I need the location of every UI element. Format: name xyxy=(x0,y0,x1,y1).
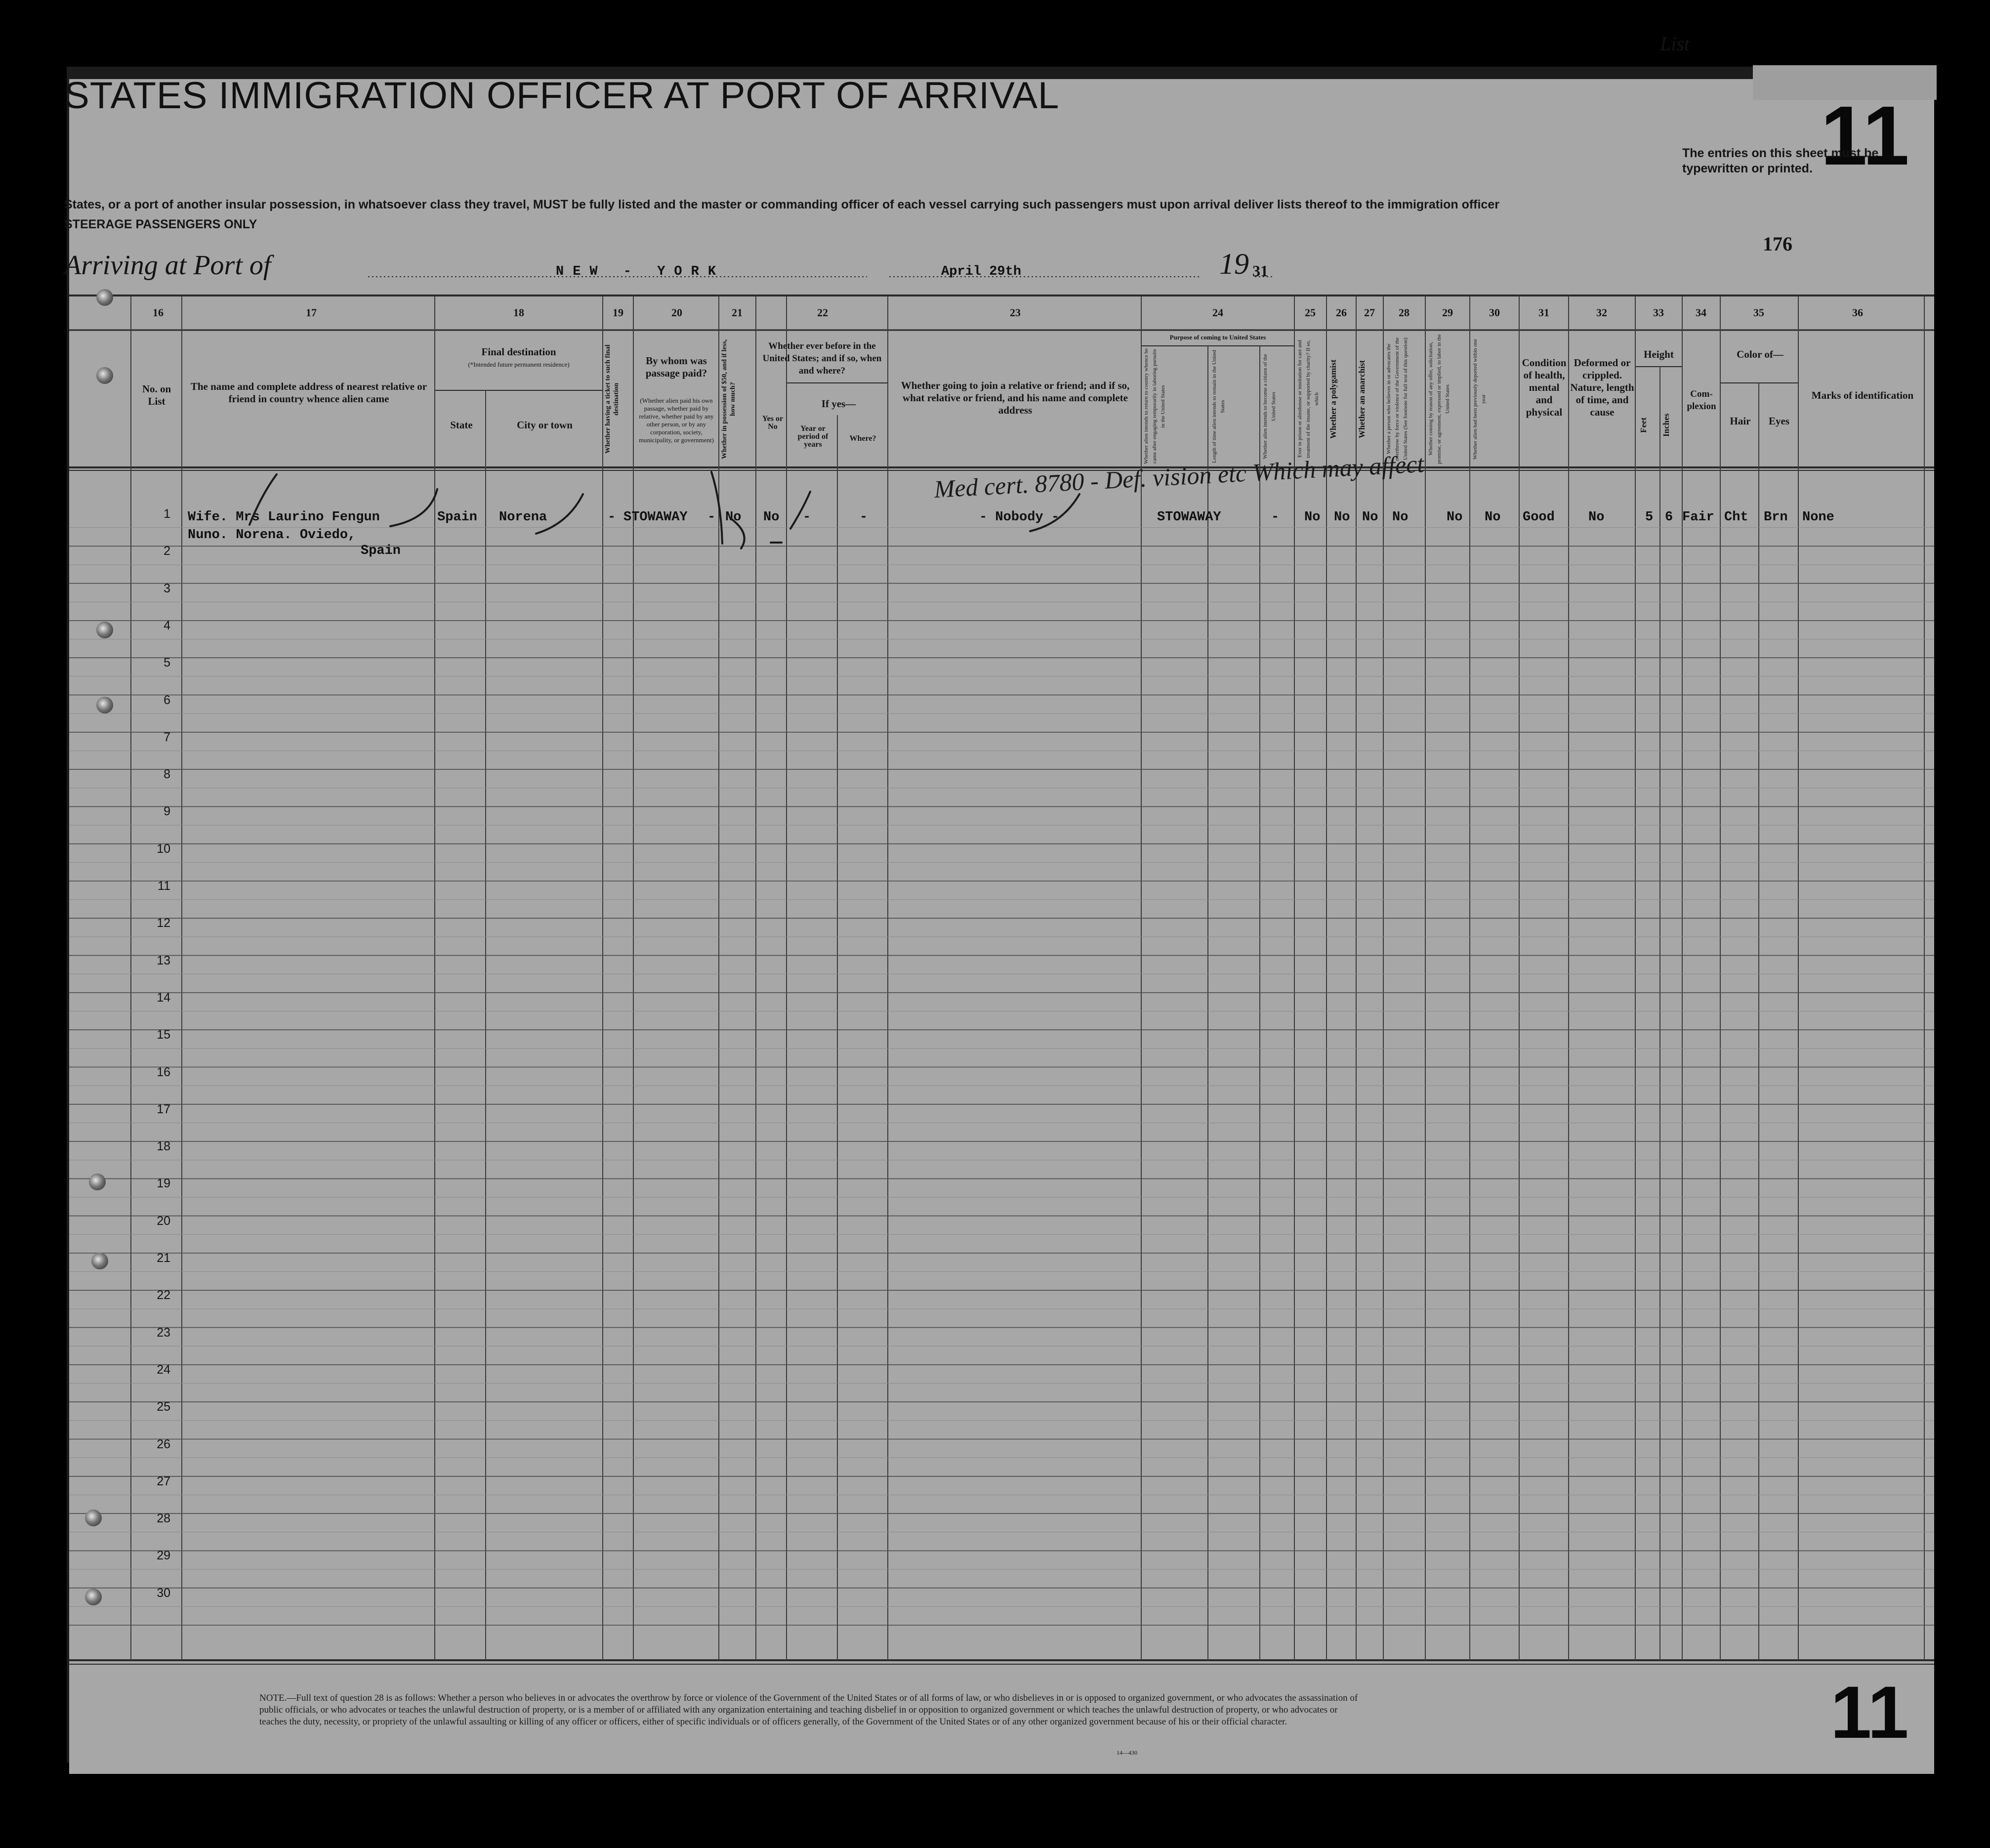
column-number-25: 25 xyxy=(1305,306,1316,319)
class-notice: States, or a port of another insular possession, in whatsoever class they travel, MUST be fully listed and the master or commanding officer of each vessel carrying such passengers must upon arrival deliver lists thereof to the immigration officer xyxy=(64,198,1499,211)
row-number: 30 xyxy=(157,1586,170,1600)
header-destination-note: (*Intended future permanent residence) xyxy=(468,361,570,368)
header-q28: Whether a person who believes in or advocates the overthrow by force or violence of the Government of the United States (See footnote for full text of this question) xyxy=(1386,337,1409,461)
relative-line-2: Nuno. Norena. Oviedo, xyxy=(188,528,356,543)
row-number: 29 xyxy=(157,1549,170,1563)
binder-hole xyxy=(96,622,113,638)
header-eyes: Eyes xyxy=(1769,415,1789,427)
entry-state: Spain xyxy=(437,510,478,525)
binder-hole xyxy=(96,289,113,306)
row-number: 28 xyxy=(157,1512,170,1526)
list-label: List xyxy=(1660,33,1690,55)
header-color-of: Color of— xyxy=(1737,348,1783,360)
entry-before-us: No xyxy=(763,510,780,525)
header-health: Condition of health, mental and physical xyxy=(1522,357,1567,418)
row-number: 3 xyxy=(164,581,170,595)
header-anarchist: Whether an anarchist xyxy=(1357,360,1367,438)
row-number: 24 xyxy=(157,1362,170,1377)
row-number: 6 xyxy=(164,693,170,707)
row-number: 5 xyxy=(164,656,170,670)
footnote: NOTE.—Full text of question 28 is as follows: Whether a person who believes in or advocates the overthrow by force or violence of the Government of the United States or of all forms of law, or who disbelieves in or is opposed to organized government, or who advocates the assassination of public officials, or who advocates or teaches the unlawful destruction of property, or is a member of or affiliated with any organization entertaining and teaching disbelief in or opposition to organized government or which teaches the unlawful destruction of property, or who advocates or teaches the duty, necessity, or propriety of the unlawful assaulting or killing of any officer or officers, either of specific individuals or of officers generally, of the Government of the United States or of any other organized government because of his or their official character. xyxy=(259,1693,1358,1727)
header-ticket: Whether having a ticket to such final destination xyxy=(604,344,620,454)
entry-purpose-dash: - xyxy=(1271,510,1280,525)
column-number-35: 35 xyxy=(1753,306,1764,319)
header-city: City or town xyxy=(517,419,573,431)
year-prefix: 19 xyxy=(1219,248,1249,280)
entry-complexion: Fair xyxy=(1682,510,1714,525)
header-nearest-relative: The name and complete address of nearest relative or friend in country whence alien came xyxy=(190,380,427,405)
header-no-on-list: No. on List xyxy=(142,383,171,407)
row-number: 7 xyxy=(164,730,170,744)
row-number: 25 xyxy=(157,1400,170,1414)
entry-fifty: No xyxy=(725,510,742,525)
entry-passage: STOWAWAY xyxy=(623,510,688,525)
header-passage-paid: By whom was passage paid? xyxy=(645,355,707,379)
entry-purpose: STOWAWAY xyxy=(1157,510,1221,525)
column-number-30: 30 xyxy=(1489,306,1500,319)
header-deformed: Deformed or crippled. Nature, length of time, and cause xyxy=(1570,357,1634,418)
header-joining-relative: Whether going to join a relative or friend; and if so, what relative or friend, and his name and complete address xyxy=(901,379,1130,416)
row-number: 9 xyxy=(164,804,170,819)
form-code: 14—430 xyxy=(1117,1749,1137,1756)
header-marks: Marks of identification xyxy=(1811,389,1914,401)
bottom-list-number: 11 xyxy=(1830,1671,1909,1754)
column-number-36: 36 xyxy=(1852,306,1863,319)
binder-hole xyxy=(96,367,113,384)
entry-q29: No xyxy=(1447,510,1463,525)
entry-deported: No xyxy=(1485,510,1501,525)
column-number-23: 23 xyxy=(1010,306,1021,319)
column-number-31: 31 xyxy=(1538,306,1549,319)
header-years: Year or period of years xyxy=(797,424,829,449)
binder-hole xyxy=(85,1589,102,1605)
header-deported: Whether alien had been previously deported within one year xyxy=(1472,338,1487,460)
binder-hole xyxy=(96,697,113,714)
entry-years: - xyxy=(803,510,811,525)
header-purpose: Purpose of coming to United States xyxy=(1169,334,1266,341)
medical-annotation: Med cert. 8780 - Def. vision etc Which may affect xyxy=(933,450,1425,503)
column-number-29: 29 xyxy=(1442,306,1453,319)
row-number: 20 xyxy=(157,1214,170,1228)
header-purpose-return: Whether alien intends to return to country whence he came after engaging temporarily in laboring pursuits in the United States xyxy=(1143,348,1166,464)
header-q29: Whether coming by reason of any offer, solicitation, promise, or agreement, expressed or implied, to labor in the United States xyxy=(1428,334,1451,464)
header-purpose-length: Length of time alien intends to remain in the United States xyxy=(1211,350,1226,463)
column-number-17: 17 xyxy=(306,306,317,319)
column-number-20: 20 xyxy=(671,306,682,319)
entry-ticket: - xyxy=(608,510,616,525)
entry-polygamist: No xyxy=(1334,510,1350,525)
arriving-label: Arriving at Port of xyxy=(64,250,271,281)
row-number: 22 xyxy=(157,1288,170,1302)
year-suffix: 31 xyxy=(1252,262,1268,280)
port-name: NEW - YORK xyxy=(556,264,725,279)
entry-hair: Cht xyxy=(1724,510,1748,525)
relative-line-3: Spain xyxy=(361,544,401,558)
row-number: 13 xyxy=(157,953,170,967)
header-hair: Hair xyxy=(1730,415,1751,427)
column-number-21: 21 xyxy=(732,306,743,319)
column-number-16: 16 xyxy=(153,306,164,319)
header-where: Where? xyxy=(849,434,876,443)
row-number: 23 xyxy=(157,1325,170,1340)
entry-prison: No xyxy=(1304,510,1321,525)
entry-city: Norena xyxy=(499,510,547,525)
header-feet: Feet xyxy=(1639,417,1648,433)
header-prison: Ever in prison or almshouse or institution for care and treatment of the insane, or supported by charity? If so, which xyxy=(1297,340,1320,458)
steerage-label: STEERAGE PASSENGERS ONLY xyxy=(64,217,257,231)
entry-eyes: Brn xyxy=(1764,510,1788,525)
entry-where: - xyxy=(860,510,868,525)
row-number: 10 xyxy=(157,841,170,856)
entry-passage-dash: - xyxy=(707,510,716,525)
column-number-33: 33 xyxy=(1653,306,1664,319)
header-if-yes: If yes— xyxy=(821,398,856,410)
column-number-19: 19 xyxy=(613,306,623,319)
row-number: 11 xyxy=(158,879,170,893)
row-number: 12 xyxy=(157,916,170,930)
form-title: STATES IMMIGRATION OFFICER AT PORT OF ARRIVAL xyxy=(64,75,1060,117)
column-number-24: 24 xyxy=(1212,306,1223,319)
row-number: 19 xyxy=(157,1176,170,1191)
header-complexion: Com-plexion xyxy=(1687,389,1716,412)
header-state: State xyxy=(450,419,473,431)
row-number: 4 xyxy=(164,618,170,632)
row-number: 27 xyxy=(157,1474,170,1488)
row-number: 21 xyxy=(157,1251,170,1265)
column-number-34: 34 xyxy=(1696,306,1706,319)
entry-inches: 6 xyxy=(1665,510,1673,525)
binder-hole xyxy=(85,1510,102,1526)
column-number-22: 22 xyxy=(817,306,828,319)
entry-anarchist: No xyxy=(1362,510,1378,525)
row-number: 16 xyxy=(157,1065,170,1079)
entry-q28: No xyxy=(1392,510,1409,525)
row-number: 14 xyxy=(157,990,170,1005)
arrival-date: April 29th xyxy=(941,264,1022,279)
column-number-18: 18 xyxy=(513,306,524,319)
column-number-26: 26 xyxy=(1336,306,1347,319)
header-fifty-dollars: Whether in possession of $50, and if less, how much? xyxy=(721,339,737,459)
row-number: 26 xyxy=(157,1437,170,1451)
relative-line-1: Wife. Mrs Laurino Fengun xyxy=(188,510,380,525)
column-number-28: 28 xyxy=(1399,306,1410,319)
header-passage-note: (Whether alien paid his own passage, whether paid by relative, whether paid by any other person, or by any corporation, society, municipality, or government) xyxy=(639,397,714,444)
row-number: 1 xyxy=(164,507,170,521)
binder-hole xyxy=(91,1253,108,1269)
column-number-32: 32 xyxy=(1596,306,1607,319)
entry-deformed: No xyxy=(1588,510,1605,525)
typing-instruction: The entries on this sheet must be typewritten or printed. xyxy=(1682,146,1879,175)
row-number: 2 xyxy=(164,544,170,558)
binder-hole xyxy=(89,1174,106,1190)
header-before-in-us: Whether ever before in the United States; and if so, when and where? xyxy=(762,341,882,376)
header-yes-no: Yes or No xyxy=(762,415,784,431)
row-number: 18 xyxy=(157,1139,170,1154)
header-polygamist: Whether a polygamist xyxy=(1328,359,1338,439)
list-number: 11 xyxy=(1821,89,1909,183)
entry-marks: None xyxy=(1802,510,1834,525)
row-number: 15 xyxy=(157,1028,170,1042)
header-purpose-citizen: Whether alien intends to become a citizen of the United States xyxy=(1262,354,1277,459)
header-height: Height xyxy=(1644,348,1674,360)
column-number-27: 27 xyxy=(1364,306,1375,319)
row-number: 8 xyxy=(164,767,170,782)
entry-health: Good xyxy=(1523,510,1555,525)
page-number: 176 xyxy=(1763,233,1792,255)
entry-feet: 5 xyxy=(1645,510,1654,525)
entry-joining: - Nobody - xyxy=(979,510,1060,525)
header-final-destination: Final destination xyxy=(481,346,556,358)
row-number: 17 xyxy=(157,1102,170,1116)
header-inches: Inches xyxy=(1661,413,1671,437)
